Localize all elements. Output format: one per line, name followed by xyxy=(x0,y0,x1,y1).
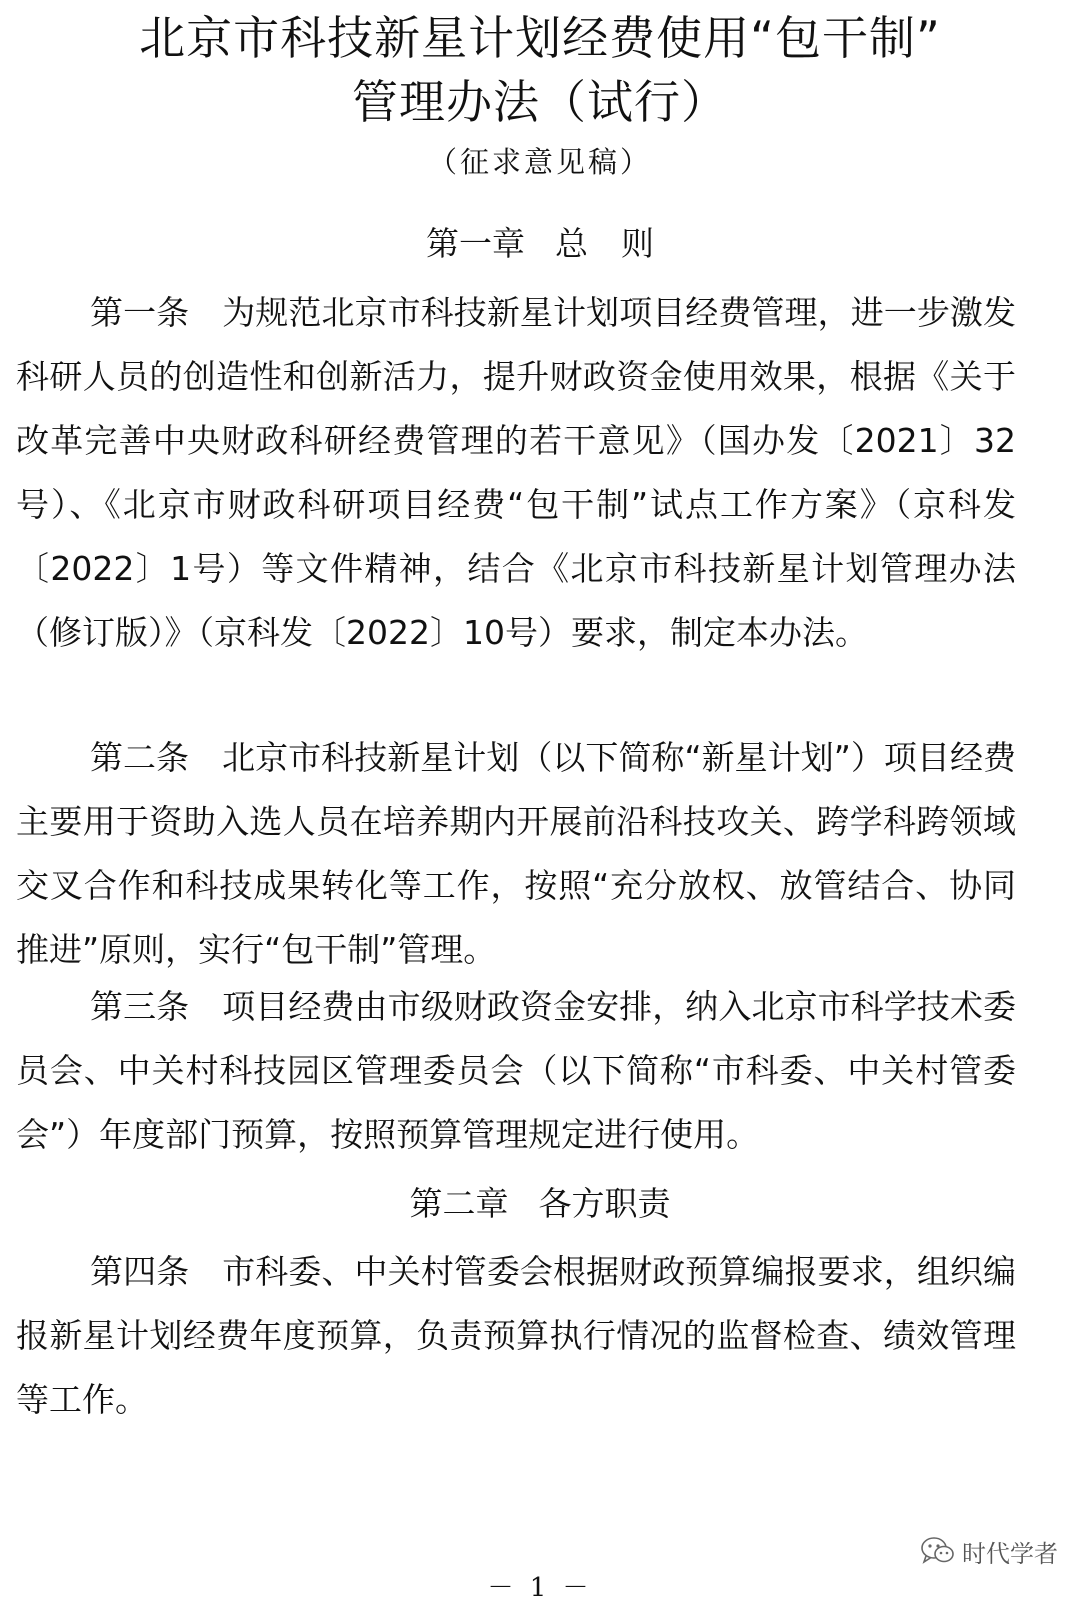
wechat-icon xyxy=(920,1536,956,1566)
article-text: 北京市科技新星计划（以下简称“新星计划”）项目经费主要用于资助入选人员在培养期内开展前沿科技攻关、跨学科跨领域交叉合作和科技成果转化等工作，按照“充分放权、放管结合、协同推进”原则，实行“包干制”管理。 xyxy=(16,738,1016,969)
document-title-line-2: 管理办法（试行） xyxy=(352,75,728,129)
document-subtitle: （征求意见稿） xyxy=(427,145,652,179)
article-label: 第四条 xyxy=(90,1252,190,1291)
document-title-line-1: 北京市科技新星计划经费使用“包干制” xyxy=(139,11,941,65)
watermark xyxy=(920,1531,1058,1571)
article-text: 项目经费由市级财政资金安排，纳入北京市科学技术委员会、中关村科技园区管理委员会（以下简称“市科委、中关村管委会”）年度部门预算，按照预算管理规定进行使用。 xyxy=(16,987,1017,1154)
article-3 xyxy=(16,975,1016,1167)
chapter-name: 总 则 xyxy=(555,224,654,263)
chapter-heading-1 xyxy=(0,220,1080,268)
chapter-name: 各方职责 xyxy=(538,1184,671,1223)
chapter-heading-2 xyxy=(0,1180,1080,1228)
chapter-number: 第二章 xyxy=(409,1184,509,1223)
article-1 xyxy=(16,281,1016,665)
article-label: 第三条 xyxy=(90,987,190,1026)
page-number: － 1 － xyxy=(487,1573,593,1603)
watermark-text: 时代学者 xyxy=(962,1539,1058,1568)
article-label: 第一条 xyxy=(90,293,190,332)
article-label: 第二条 xyxy=(90,738,190,777)
chapter-number: 第一章 xyxy=(426,224,525,263)
article-4 xyxy=(16,1240,1016,1432)
article-text: 市科委、中关村管委会根据财政预算编报要求，组织编报新星计划经费年度预算，负责预算执行情况的监督检查、绩效管理等工作。 xyxy=(16,1252,1017,1419)
article-text: 为规范北京市科技新星计划项目经费管理，进一步激发科研人员的创造性和创新活力，提升财政资金使用效果，根据《关于改革完善中央财政科研经费管理的若干意见》（国办发〔2021〕32号）、《北京市财政科研项目经费“包干制”试点工作方案》（京科发〔2022〕1号）等文件精神，结合《北京市科技新星计划管理办法（修订版）》（京科发〔2022〕10号）要求，制定本办法。 xyxy=(16,293,1017,652)
article-2 xyxy=(16,726,1016,982)
